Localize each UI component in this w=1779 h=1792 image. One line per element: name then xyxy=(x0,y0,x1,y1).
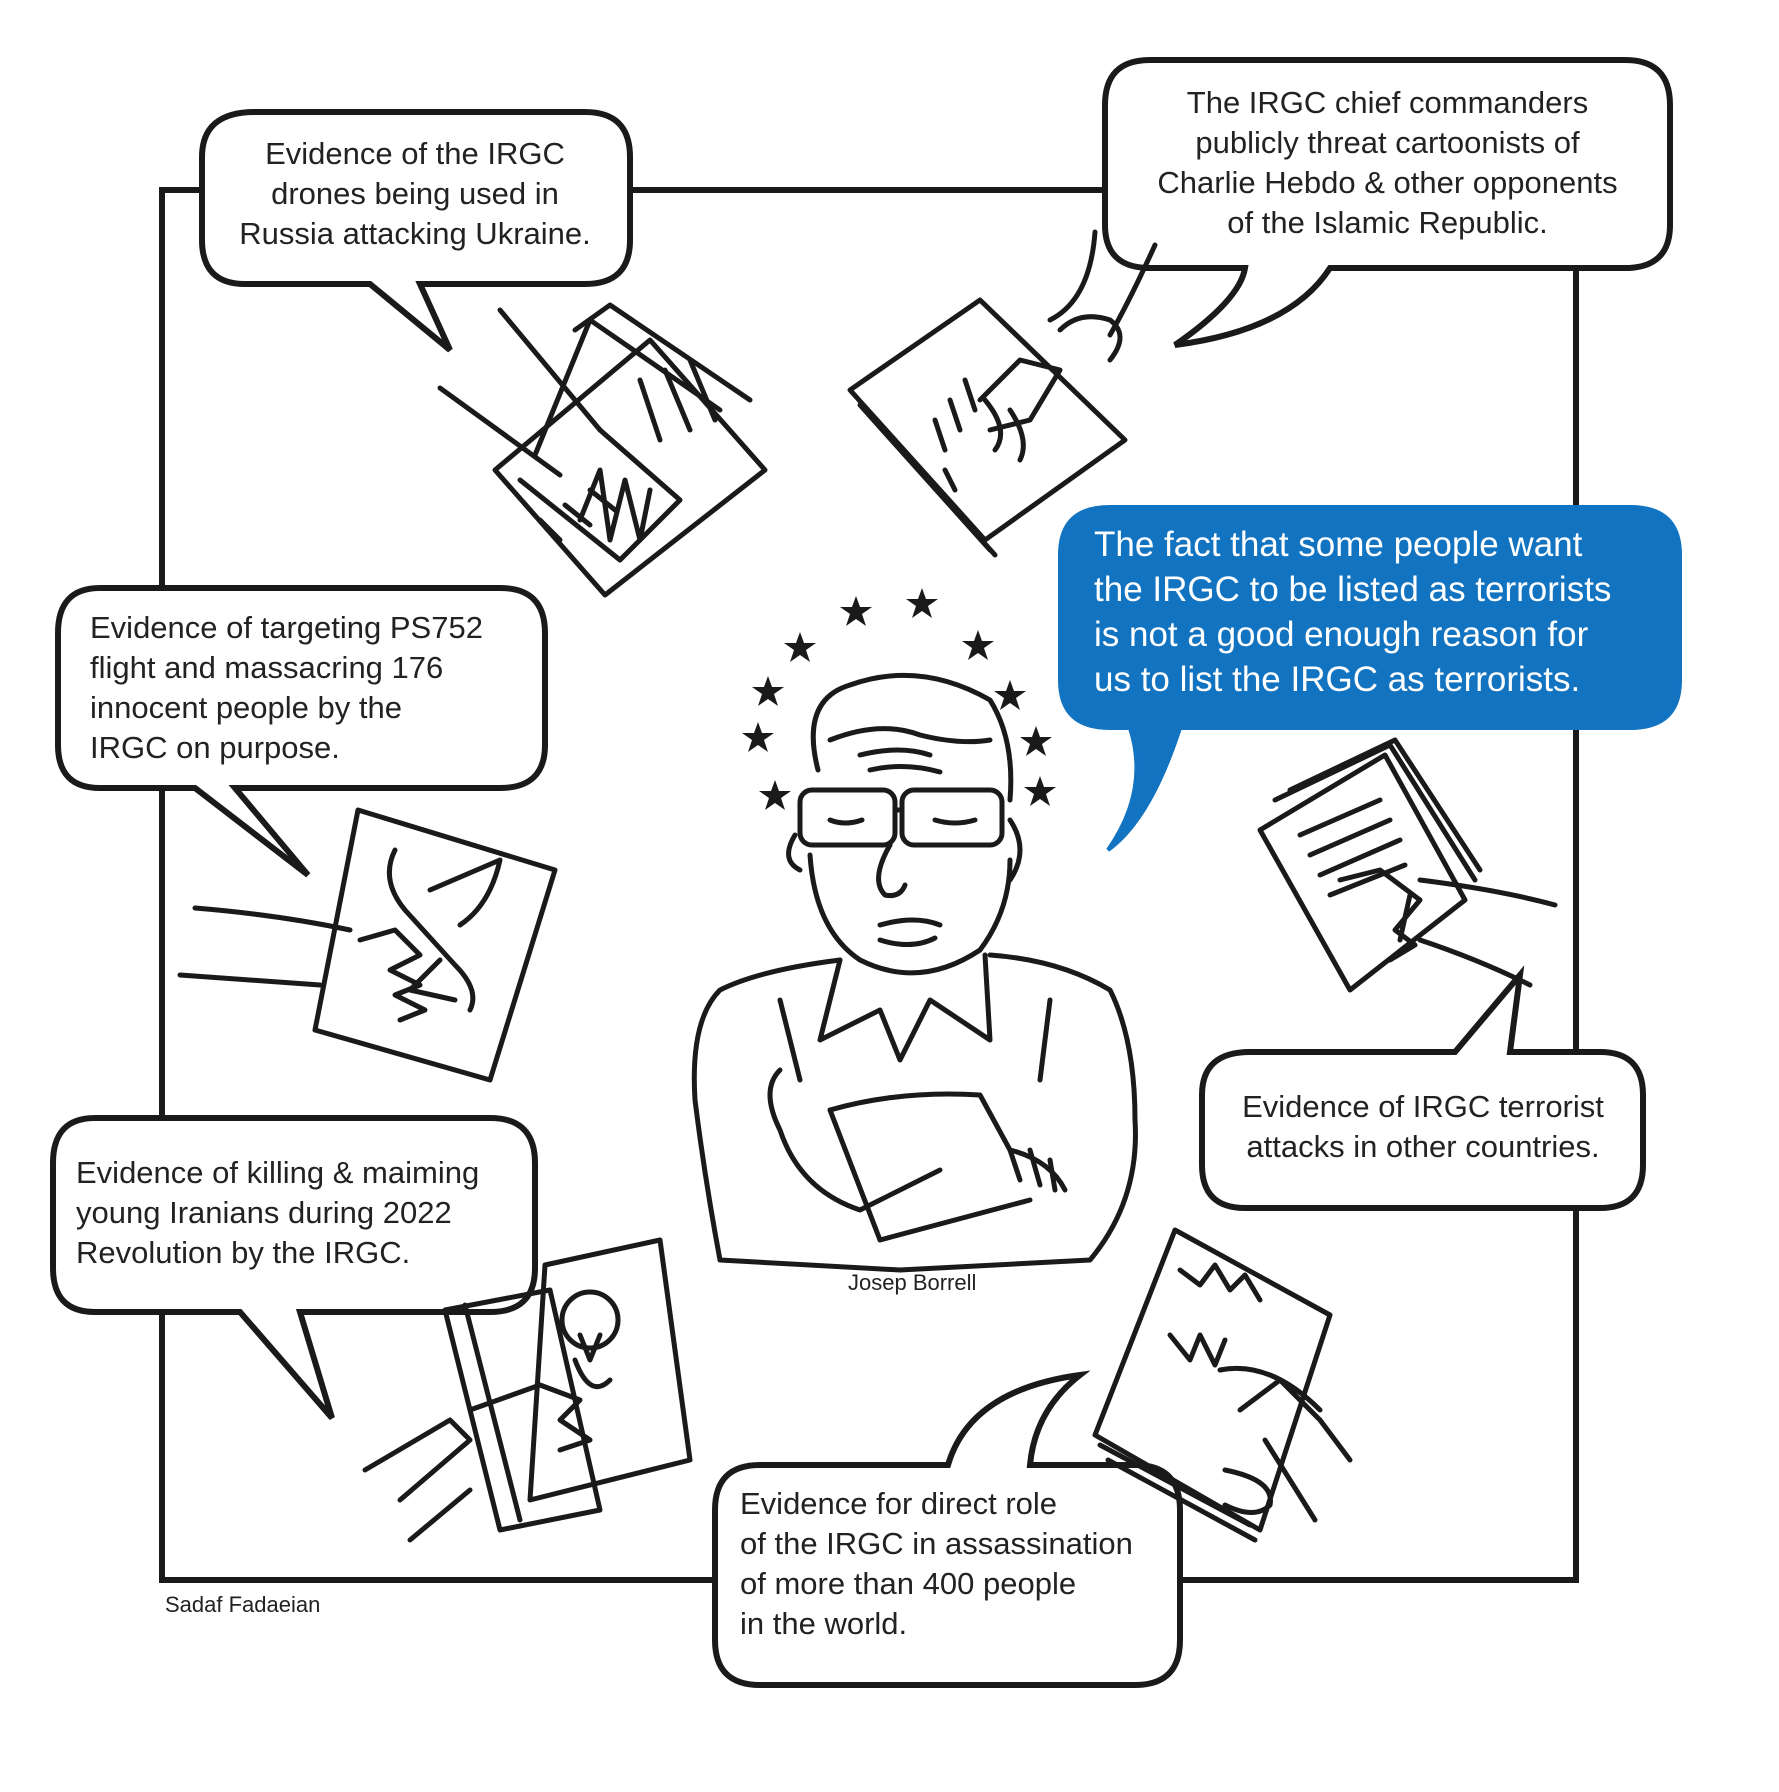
bubble-drones-text: Evidence of the IRGC drones being used in Russia attacking Ukraine. xyxy=(239,136,591,251)
bubble-ps752-text: Evidence of targeting PS752 flight and massacring 176 innocent people by the IRGC on purpose. xyxy=(90,610,483,765)
papers-drones-sketch xyxy=(440,305,765,595)
plane-photo-sketch xyxy=(180,810,555,1080)
panel-frame xyxy=(162,190,1576,1580)
bubble-assassination-text: Evidence for direct role of the IRGC in assassination of more than 400 people in the world. xyxy=(740,1486,1133,1641)
bubble-borrell-quote-text: The fact that some people want the IRGC to be listed as terrorists is not a good enough reason for us to list the IRGC as terrorists. xyxy=(1094,525,1612,699)
artist-signature: Sadaf Fadaeian xyxy=(165,1592,321,1617)
figure-name-caption: Josep Borrell xyxy=(848,1270,977,1295)
bubble-threats-text: The IRGC chief commanders publicly threat cartoonists of Charlie Hebdo & other opponents of the Islamic Republic. xyxy=(1157,85,1618,240)
bubble-killing-text: Evidence of killing & maiming young Iranians during 2022 Revolution by the IRGC. xyxy=(76,1155,480,1270)
papers-terror-sketch xyxy=(1260,740,1555,990)
bubble-terror-attacks-text: Evidence of IRGC terrorist attacks in other countries. xyxy=(1242,1089,1604,1164)
